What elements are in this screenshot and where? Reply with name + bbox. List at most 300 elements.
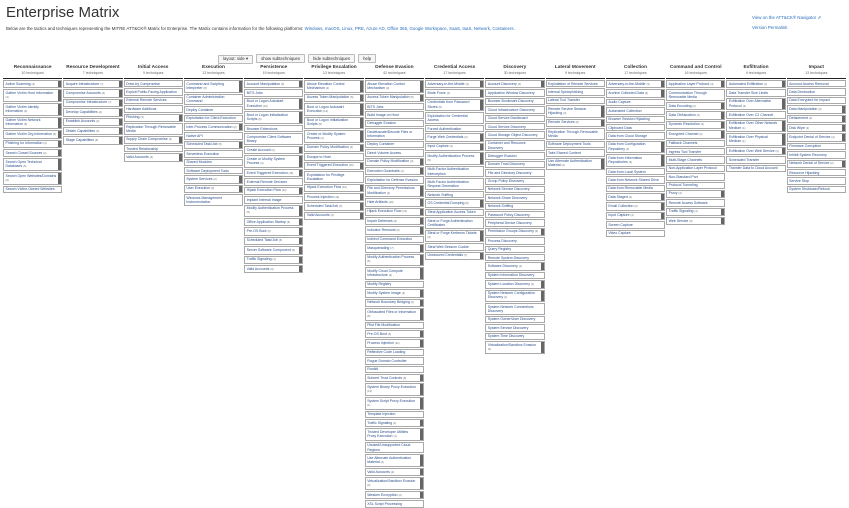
technique-name[interactable]: Active Scanning <box>5 81 31 86</box>
technique-name[interactable]: Exploitation of Remote Services <box>548 81 598 86</box>
technique-name[interactable]: Windows Management Instrumentation <box>186 195 222 204</box>
technique-name[interactable]: System Network Configuration Discovery <box>487 291 536 300</box>
technique-cell[interactable] <box>726 120 785 133</box>
technique-cell[interactable] <box>787 80 846 87</box>
technique-cell[interactable] <box>365 176 424 183</box>
technique-name[interactable]: Multi-Factor Authentication Request Generation <box>427 179 469 189</box>
expand-subtechniques-handle[interactable] <box>420 309 423 320</box>
expand-subtechniques-handle[interactable] <box>239 186 242 192</box>
technique-name[interactable]: Boot or Logon Initialization Scripts <box>246 112 288 122</box>
technique-name[interactable]: Reflective Code Loading <box>367 350 406 355</box>
expand-subtechniques-handle[interactable] <box>239 142 242 148</box>
technique-cell[interactable] <box>365 419 424 427</box>
technique-cell[interactable] <box>63 99 122 107</box>
technique-name[interactable]: Application Window Discovery <box>487 90 535 95</box>
technique-cell[interactable] <box>244 256 303 264</box>
technique-cell[interactable] <box>485 303 544 315</box>
technique-name[interactable]: Data Obfuscation <box>668 112 696 117</box>
technique-cell[interactable] <box>244 196 303 203</box>
technique-cell[interactable] <box>425 191 484 198</box>
expand-subtechniques-handle[interactable] <box>601 159 604 170</box>
technique-name[interactable]: Network Sniffing <box>487 204 514 209</box>
technique-cell[interactable] <box>63 89 122 97</box>
technique-name[interactable]: Service Stop <box>789 178 809 183</box>
technique-name[interactable]: Lateral Tool Transfer <box>548 98 580 103</box>
technique-cell[interactable] <box>546 88 605 95</box>
technique-cell[interactable] <box>787 177 846 184</box>
expand-subtechniques-handle[interactable] <box>58 104 61 115</box>
technique-cell[interactable] <box>606 193 665 201</box>
technique-cell[interactable] <box>365 322 424 329</box>
technique-name[interactable]: Steal Web Session Cookie <box>427 244 469 249</box>
expand-subtechniques-handle[interactable] <box>420 209 423 215</box>
expand-subtechniques-handle[interactable] <box>58 118 61 129</box>
technique-cell[interactable] <box>425 89 484 97</box>
technique-cell[interactable] <box>365 330 424 338</box>
technique-cell[interactable] <box>546 158 605 171</box>
expand-subtechniques-handle[interactable] <box>480 231 483 242</box>
technique-name[interactable]: Network Share Discovery <box>487 195 528 200</box>
expand-subtechniques-handle[interactable] <box>480 100 483 111</box>
technique-name[interactable]: Disk Wipe <box>789 125 805 130</box>
technique-name[interactable]: Proxy <box>668 191 678 196</box>
tactic-name[interactable]: Collection <box>623 65 648 70</box>
technique-name[interactable]: Network Service Discovery <box>487 187 530 192</box>
technique-name[interactable]: Audio Capture <box>608 100 631 105</box>
expand-subtechniques-handle[interactable] <box>119 100 122 106</box>
technique-cell[interactable] <box>365 244 424 252</box>
technique-name[interactable]: System Location Discovery <box>487 281 530 286</box>
expand-subtechniques-handle[interactable] <box>420 159 423 165</box>
technique-cell[interactable] <box>304 130 363 143</box>
expand-subtechniques-handle[interactable] <box>420 469 423 475</box>
technique-cell[interactable] <box>606 107 665 114</box>
technique-name[interactable]: Access Token Manipulation <box>306 95 350 100</box>
technique-cell[interactable] <box>485 140 544 152</box>
technique-name[interactable]: Exfiltration Over Web Service <box>728 148 775 153</box>
technique-name[interactable]: Encrypted Channel <box>668 131 699 136</box>
technique-name[interactable]: Pre-OS Boot <box>367 331 388 336</box>
technique-name[interactable]: Domain Trust Discovery <box>487 162 525 167</box>
technique-cell[interactable] <box>365 217 424 225</box>
technique-cell[interactable] <box>304 117 363 130</box>
expand-subtechniques-handle[interactable] <box>420 255 423 266</box>
tactic-header[interactable] <box>546 64 605 79</box>
technique-name[interactable]: Remote System Discovery <box>487 255 529 260</box>
technique-name[interactable]: BITS Jobs <box>367 104 384 109</box>
technique-name[interactable]: Exploit Public-Facing Application <box>126 89 177 94</box>
tactic-name[interactable]: Credential Access <box>433 65 476 70</box>
expand-subtechniques-handle[interactable] <box>360 213 363 219</box>
technique-name[interactable]: Web Service <box>668 218 689 223</box>
technique-name[interactable]: Account Manipulation <box>246 81 281 86</box>
technique-cell[interactable] <box>365 299 424 307</box>
expand-subtechniques-handle[interactable] <box>541 281 544 287</box>
technique-cell[interactable] <box>485 131 544 138</box>
technique-name[interactable]: Cloud Storage Object Discovery <box>487 132 538 137</box>
technique-cell[interactable] <box>606 124 665 131</box>
technique-name[interactable]: Transfer Data to Cloud Account <box>728 166 778 171</box>
expand-subtechniques-handle[interactable] <box>782 81 785 87</box>
technique-cell[interactable] <box>304 202 363 210</box>
technique-cell[interactable] <box>666 182 725 189</box>
technique-name[interactable]: Data from Removable Media <box>608 186 653 191</box>
technique-cell[interactable] <box>787 88 846 95</box>
technique-cell[interactable] <box>365 397 424 410</box>
technique-name[interactable]: Adversary-in-the-Middle <box>427 81 465 86</box>
technique-cell[interactable] <box>365 185 424 198</box>
technique-name[interactable]: Brute Force <box>427 90 446 95</box>
technique-name[interactable]: Weaken Encryption <box>367 492 398 497</box>
technique-cell[interactable] <box>184 150 243 157</box>
technique-cell[interactable] <box>425 143 484 151</box>
technique-cell[interactable] <box>606 176 665 183</box>
technique-cell[interactable] <box>485 203 544 210</box>
tactic-name[interactable]: Resource Development <box>66 65 120 70</box>
technique-name[interactable]: Create Account <box>246 147 271 152</box>
technique-cell[interactable] <box>606 132 665 139</box>
expand-subtechniques-handle[interactable] <box>661 213 664 219</box>
expand-subtechniques-handle[interactable] <box>360 81 363 92</box>
technique-name[interactable]: Gather Victim Org Information <box>5 131 52 136</box>
technique-cell[interactable] <box>425 230 484 243</box>
expand-subtechniques-handle[interactable] <box>721 131 724 137</box>
technique-cell[interactable] <box>244 237 303 245</box>
expand-subtechniques-handle[interactable] <box>58 141 61 147</box>
technique-cell[interactable] <box>124 114 183 122</box>
technique-cell[interactable] <box>606 154 665 167</box>
tactic-name[interactable]: Impact <box>808 65 825 70</box>
technique-cell[interactable] <box>606 99 665 106</box>
technique-cell[interactable] <box>485 211 544 218</box>
technique-cell[interactable] <box>485 262 544 270</box>
tactic-name[interactable]: Persistence <box>260 65 288 70</box>
technique-name[interactable]: System Owner/User Discovery <box>487 317 536 322</box>
expand-subtechniques-handle[interactable] <box>360 118 363 129</box>
technique-name[interactable]: Steal or Forge Kerberos Tickets <box>427 231 477 236</box>
technique-cell[interactable] <box>124 153 183 161</box>
technique-cell[interactable] <box>726 98 785 111</box>
technique-name[interactable]: Password Policy Discovery <box>487 212 530 217</box>
technique-cell[interactable] <box>365 411 424 418</box>
technique-name[interactable]: Execution Guardrails <box>367 168 400 173</box>
technique-cell[interactable] <box>485 89 544 96</box>
technique-name[interactable]: Forced Authentication <box>427 126 462 131</box>
technique-name[interactable]: Cloud Infrastructure Discovery <box>487 107 535 112</box>
expand-subtechniques-handle[interactable] <box>420 168 423 174</box>
technique-name[interactable]: Valid Accounts <box>246 266 270 271</box>
technique-name[interactable]: Drive-by Compromise <box>126 81 160 86</box>
technique-cell[interactable] <box>666 173 725 180</box>
technique-cell[interactable] <box>485 316 544 323</box>
expand-subtechniques-handle[interactable] <box>360 163 363 169</box>
technique-cell[interactable] <box>606 185 665 192</box>
technique-cell[interactable] <box>124 145 183 152</box>
technique-cell[interactable] <box>304 103 363 116</box>
technique-cell[interactable] <box>606 168 665 175</box>
technique-name[interactable]: Supply Chain Compromise <box>126 137 168 142</box>
technique-cell[interactable] <box>485 272 544 279</box>
technique-name[interactable]: Virtualization/Sandbox Evasion <box>367 479 416 484</box>
technique-name[interactable]: Software Discovery <box>487 264 518 268</box>
technique-name[interactable]: Trusted Relationship <box>126 146 159 151</box>
technique-cell[interactable] <box>425 125 484 132</box>
technique-name[interactable]: Data from Local System <box>608 169 646 174</box>
technique-cell[interactable] <box>304 171 363 183</box>
technique-cell[interactable] <box>425 166 484 178</box>
technique-name[interactable]: System Script Proxy Execution <box>367 398 416 403</box>
technique-name[interactable]: Data from Network Shared Drive <box>608 177 659 182</box>
technique-name[interactable]: Hide Artifacts <box>367 199 388 204</box>
technique-cell[interactable] <box>365 349 424 356</box>
expand-subtechniques-handle[interactable] <box>299 257 302 263</box>
help-button[interactable]: help <box>358 54 376 63</box>
tactic-header[interactable] <box>304 64 363 79</box>
technique-name[interactable]: Scheduled Task/Job <box>306 203 339 208</box>
expand-subtechniques-handle[interactable] <box>299 112 302 123</box>
technique-name[interactable]: Process Injection <box>367 340 394 345</box>
technique-name[interactable]: Data from Cloud Storage <box>608 133 648 138</box>
technique-cell[interactable] <box>63 136 122 144</box>
tactic-header[interactable] <box>606 64 665 79</box>
technique-name[interactable]: Remote Access Software <box>668 200 708 205</box>
technique-cell[interactable] <box>787 133 846 141</box>
technique-cell[interactable] <box>485 178 544 185</box>
technique-name[interactable]: Hijack Execution Flow <box>306 185 342 190</box>
tactic-header[interactable] <box>787 64 846 79</box>
expand-subtechniques-handle[interactable] <box>541 342 544 353</box>
technique-name[interactable]: Indirect Command Execution <box>367 237 413 242</box>
technique-cell[interactable] <box>787 124 846 132</box>
technique-name[interactable]: Unused/Unsupported Cloud Regions <box>367 443 411 452</box>
technique-cell[interactable] <box>244 155 303 168</box>
technique-cell[interactable] <box>726 80 785 88</box>
technique-cell[interactable] <box>184 159 243 166</box>
tactic-header[interactable] <box>726 64 785 79</box>
technique-name[interactable]: Application Layer Protocol <box>668 81 710 86</box>
expand-subtechniques-handle[interactable] <box>782 134 785 145</box>
technique-name[interactable]: Browser Bookmark Discovery <box>487 99 534 104</box>
technique-cell[interactable] <box>666 208 725 216</box>
technique-name[interactable]: Subvert Trust Controls <box>367 375 403 380</box>
technique-name[interactable]: Exfiltration Over Alternative Protocol <box>728 99 772 108</box>
technique-name[interactable]: Implant Internal Image <box>246 197 282 202</box>
technique-cell[interactable] <box>365 226 424 234</box>
expand-subtechniques-handle[interactable] <box>299 219 302 225</box>
technique-name[interactable]: Abuse Elevation Control Mechanism <box>306 81 345 90</box>
technique-name[interactable]: Gather Victim Network Information <box>5 118 41 127</box>
expand-subtechniques-handle[interactable] <box>420 331 423 337</box>
technique-name[interactable]: Exfiltration Over C2 Channel <box>728 112 774 117</box>
technique-cell[interactable] <box>244 227 303 235</box>
technique-name[interactable]: Build Image on Host <box>367 112 399 117</box>
technique-name[interactable]: Shared Modules <box>186 160 212 165</box>
technique-name[interactable]: Data Destruction <box>789 89 816 94</box>
expand-subtechniques-handle[interactable] <box>420 218 423 224</box>
technique-name[interactable]: File and Directory Discovery <box>487 170 532 175</box>
technique-cell[interactable] <box>425 152 484 165</box>
technique-cell[interactable] <box>365 198 424 206</box>
technique-cell[interactable] <box>485 219 544 226</box>
expand-subtechniques-handle[interactable] <box>480 253 483 259</box>
technique-name[interactable]: Trusted Developer Utilities Proxy Execution <box>367 429 409 439</box>
technique-cell[interactable] <box>3 140 62 148</box>
expand-subtechniques-handle[interactable] <box>360 131 363 142</box>
technique-name[interactable]: Deploy Container <box>367 142 395 147</box>
expand-subtechniques-handle[interactable] <box>299 81 302 87</box>
technique-cell[interactable] <box>244 218 303 226</box>
expand-subtechniques-handle[interactable] <box>119 90 122 96</box>
technique-cell[interactable] <box>425 199 484 207</box>
tactic-name[interactable]: Reconnaissance <box>13 65 52 70</box>
technique-cell[interactable] <box>365 94 424 102</box>
technique-name[interactable]: Input Capture <box>427 144 449 149</box>
technique-cell[interactable] <box>726 147 785 155</box>
tactic-header[interactable] <box>184 64 243 79</box>
technique-name[interactable]: Inhibit System Recovery <box>789 152 827 157</box>
technique-name[interactable]: Masquerading <box>367 245 390 250</box>
show-subtechniques-button[interactable]: show subtechniques <box>256 54 305 63</box>
technique-cell[interactable] <box>3 172 62 185</box>
technique-name[interactable]: Search Victim-Owned Websites <box>5 187 55 192</box>
expand-subtechniques-handle[interactable] <box>299 156 302 167</box>
technique-name[interactable]: Non-Standard Port <box>668 174 698 179</box>
technique-name[interactable]: Multi-Factor Authentication Interception <box>427 167 469 176</box>
technique-cell[interactable] <box>425 99 484 112</box>
technique-cell[interactable] <box>485 341 544 354</box>
technique-name[interactable]: Acquire Infrastructure <box>65 81 100 86</box>
expand-subtechniques-handle[interactable] <box>360 145 363 151</box>
technique-cell[interactable] <box>3 103 62 116</box>
technique-name[interactable]: Data Manipulation <box>789 106 818 111</box>
technique-name[interactable]: Data Encoding <box>668 103 692 108</box>
technique-name[interactable]: Network Denial of Service <box>789 161 830 166</box>
technique-cell[interactable] <box>365 254 424 267</box>
technique-name[interactable]: Process Discovery <box>487 238 517 243</box>
technique-name[interactable]: Abuse Elevation Control Mechanism <box>367 81 405 90</box>
technique-cell[interactable] <box>365 454 424 467</box>
technique-cell[interactable] <box>546 105 605 118</box>
technique-name[interactable]: Taint Shared Content <box>548 150 581 155</box>
technique-cell[interactable] <box>184 194 243 206</box>
technique-name[interactable]: Debugger Evasion <box>367 121 396 126</box>
expand-subtechniques-handle[interactable] <box>420 199 423 205</box>
technique-name[interactable]: System Binary Proxy Execution <box>367 384 417 389</box>
technique-name[interactable]: Query Registry <box>487 247 512 252</box>
technique-cell[interactable] <box>63 118 122 126</box>
technique-name[interactable]: Fallback Channels <box>668 141 698 146</box>
expand-subtechniques-handle[interactable] <box>239 81 242 92</box>
expand-subtechniques-handle[interactable] <box>782 148 785 154</box>
technique-cell[interactable] <box>485 290 544 303</box>
technique-cell[interactable] <box>365 339 424 347</box>
technique-name[interactable]: XSL Script Processing <box>367 502 402 507</box>
technique-cell[interactable] <box>304 80 363 93</box>
technique-name[interactable]: Gather Victim Identity Information <box>5 104 39 113</box>
technique-cell[interactable] <box>726 165 785 172</box>
technique-cell[interactable] <box>244 265 303 273</box>
technique-cell[interactable] <box>787 186 846 193</box>
technique-name[interactable]: Forge Web Credentials <box>427 134 464 139</box>
technique-cell[interactable] <box>365 374 424 382</box>
technique-name[interactable]: Escape to Host <box>306 154 331 159</box>
technique-cell[interactable] <box>666 121 725 129</box>
technique-name[interactable]: Create or Modify System Process <box>306 131 346 140</box>
tactic-header[interactable] <box>365 64 424 79</box>
technique-cell[interactable] <box>606 202 665 210</box>
expand-subtechniques-handle[interactable] <box>721 209 724 215</box>
technique-name[interactable]: Email Collection <box>608 204 634 209</box>
expand-subtechniques-handle[interactable] <box>299 206 302 217</box>
technique-name[interactable]: Permission Groups Discovery <box>487 229 534 234</box>
technique-cell[interactable] <box>304 144 363 152</box>
expand-subtechniques-handle[interactable] <box>420 268 423 279</box>
expand-subtechniques-handle[interactable] <box>842 106 845 112</box>
technique-name[interactable]: Compromise Accounts <box>65 90 101 95</box>
technique-cell[interactable] <box>244 146 303 154</box>
technique-name[interactable]: System Shutdown/Reboot <box>789 187 830 192</box>
technique-name[interactable]: Steal or Forge Authentication Certificates <box>427 218 473 227</box>
technique-name[interactable]: Data Encrypted for Impact <box>789 98 830 103</box>
technique-name[interactable]: Phishing <box>126 115 140 120</box>
technique-name[interactable]: Non-Application Layer Protocol <box>668 166 717 171</box>
expand-subtechniques-handle[interactable] <box>420 398 423 409</box>
expand-subtechniques-handle[interactable] <box>661 90 664 96</box>
technique-name[interactable]: Replication Through Removable Media <box>126 124 176 133</box>
technique-name[interactable]: Adversary-in-the-Middle <box>608 81 646 86</box>
technique-name[interactable]: Access Token Manipulation <box>367 95 410 100</box>
expand-subtechniques-handle[interactable] <box>480 134 483 140</box>
technique-cell[interactable] <box>365 428 424 441</box>
technique-cell[interactable] <box>3 80 62 88</box>
technique-cell[interactable] <box>365 477 424 490</box>
expand-subtechniques-handle[interactable] <box>360 194 363 200</box>
expand-subtechniques-handle[interactable] <box>420 290 423 296</box>
technique-cell[interactable] <box>606 80 665 88</box>
technique-name[interactable]: Software Deployment Tools <box>186 168 229 173</box>
technique-name[interactable]: OS Credential Dumping <box>427 200 465 205</box>
expand-subtechniques-handle[interactable] <box>842 125 845 131</box>
expand-subtechniques-handle[interactable] <box>299 188 302 194</box>
technique-cell[interactable] <box>606 89 665 97</box>
expand-subtechniques-handle[interactable] <box>661 155 664 166</box>
technique-cell[interactable] <box>3 158 62 171</box>
tactic-header[interactable] <box>3 64 62 79</box>
technique-cell[interactable] <box>726 133 785 146</box>
technique-cell[interactable] <box>365 500 424 507</box>
expand-subtechniques-handle[interactable] <box>179 154 182 160</box>
technique-cell[interactable] <box>184 167 243 174</box>
technique-name[interactable]: Use Alternate Authentication Material <box>367 456 412 465</box>
technique-name[interactable]: Account Discovery <box>487 81 517 86</box>
technique-cell[interactable] <box>666 148 725 155</box>
tactic-header[interactable] <box>244 64 303 79</box>
technique-name[interactable]: System Services <box>186 176 213 181</box>
technique-cell[interactable] <box>485 169 544 176</box>
technique-cell[interactable] <box>787 143 846 150</box>
technique-name[interactable]: Plist File Modification <box>367 323 401 328</box>
technique-name[interactable]: Data from Information Repositories <box>608 155 643 165</box>
expand-subtechniques-handle[interactable] <box>420 300 423 306</box>
technique-cell[interactable] <box>365 289 424 297</box>
technique-name[interactable]: Firmware Corruption <box>789 144 822 149</box>
technique-name[interactable]: Cloud Service Dashboard <box>487 116 528 121</box>
technique-name[interactable]: Boot or Logon Initialization Scripts <box>306 118 349 127</box>
technique-cell[interactable] <box>304 94 363 102</box>
tactic-header[interactable] <box>425 64 484 79</box>
expand-subtechniques-handle[interactable] <box>420 492 423 498</box>
technique-name[interactable]: Domain Policy Modification <box>306 145 349 150</box>
